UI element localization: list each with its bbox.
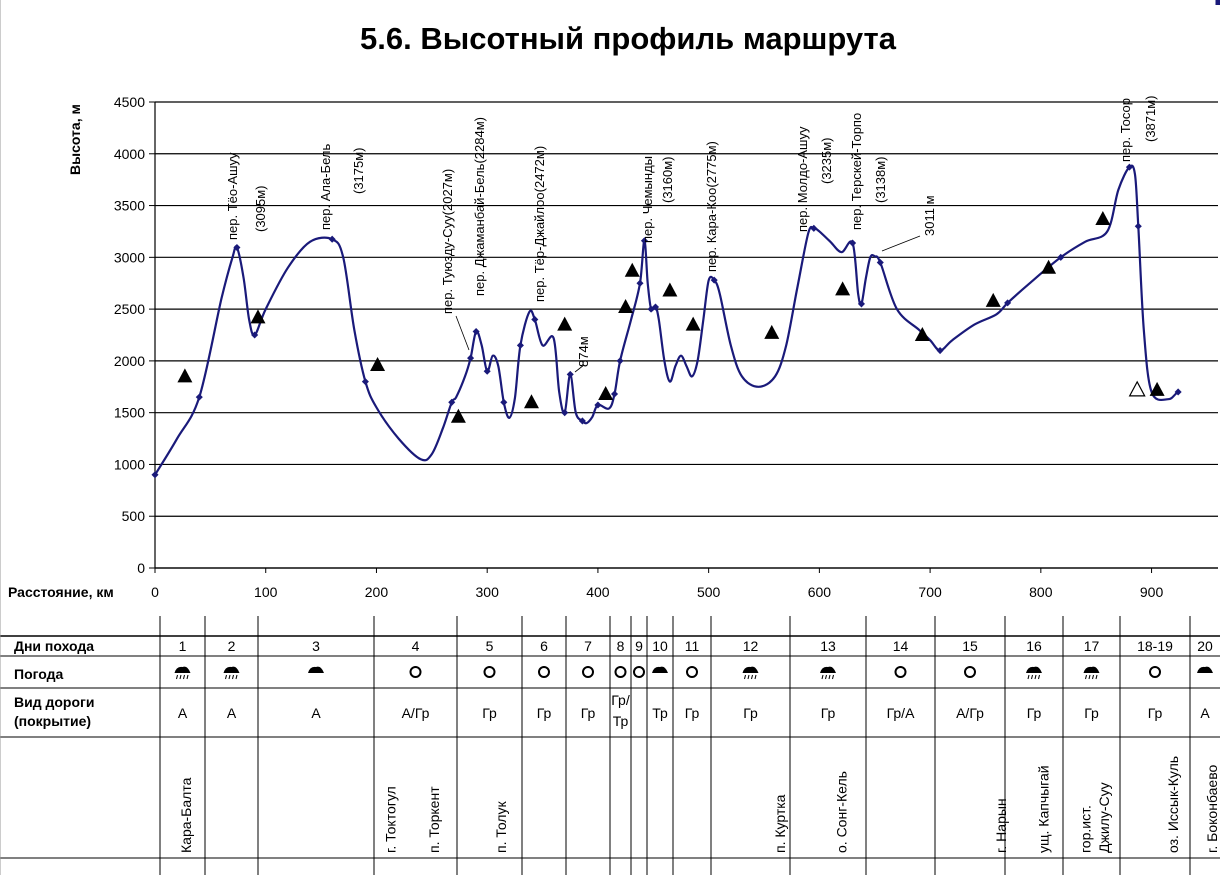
series-markers (151, 0, 1220, 478)
cloud-icon-shape (1026, 667, 1042, 673)
rain-drop (1028, 675, 1029, 679)
road-type: Тр (652, 705, 668, 721)
rain-drop (184, 675, 185, 679)
camp-marker (986, 293, 1001, 307)
gridlines (155, 102, 1218, 568)
cloud-icon-shape (1084, 667, 1100, 673)
x-tick-label: 200 (364, 584, 389, 600)
rain-drop (1093, 675, 1094, 679)
day-number: 4 (411, 638, 420, 654)
road-type: Гр (536, 705, 552, 721)
sun-icon (583, 667, 593, 677)
day-number: 9 (635, 638, 643, 654)
x-axis (151, 568, 1218, 600)
y-tick-label: 4000 (113, 145, 145, 162)
chart-title: 5.6. Высотный профиль маршрута (360, 21, 896, 56)
cloud-icon-shape (224, 667, 240, 673)
data-point (611, 390, 618, 397)
y-tick-label: 0 (137, 560, 145, 576)
data-point (877, 259, 884, 266)
day-number: 14 (892, 638, 909, 654)
sun-icon (634, 667, 644, 677)
rain-cloud-icon (175, 667, 191, 679)
leader-line (882, 236, 920, 251)
y-axis-label: Высота, м (67, 104, 83, 175)
x-tick-label: 400 (586, 584, 610, 600)
y-tick-label: 2000 (113, 352, 145, 369)
rain-drop (1089, 675, 1090, 679)
sun-icon-ring (539, 667, 549, 677)
rain-drop (226, 675, 227, 679)
rain-drop (748, 675, 749, 679)
day-number: 11 (684, 638, 700, 654)
rain-drop (236, 675, 237, 679)
camp-marker (524, 394, 539, 408)
road-type: Гр (580, 705, 596, 721)
rain-cloud-icon (820, 667, 836, 679)
day-number: 16 (1026, 638, 1042, 654)
data-point (1135, 223, 1142, 230)
pass-label: пер. Джаманбай-Бель(2284м) (472, 117, 487, 296)
pass-label: пер. Чемынды (640, 155, 655, 243)
camp-marker (598, 386, 613, 400)
x-tick-label: 600 (807, 584, 832, 600)
pass-label: (3138м) (873, 156, 888, 203)
cloud-icon-shape (1197, 667, 1213, 673)
place-name: Джилу-Суу (1096, 782, 1113, 853)
road-type: А/Гр (401, 705, 430, 721)
row-label-road: Вид дороги (14, 694, 95, 710)
sun-icon (616, 667, 626, 677)
x-tick-label: 500 (696, 584, 721, 600)
road-type: Гр (820, 705, 836, 721)
place-name: ущ. Капчыгай (1035, 765, 1052, 853)
rain-drop (180, 675, 181, 679)
y-axis (114, 94, 155, 576)
pass-label: пер. Тёр-Джайлоо(2472м) (532, 145, 547, 302)
data-point (517, 342, 524, 349)
sun-icon-ring (634, 667, 644, 677)
place-name: г. Токтогул (382, 786, 399, 853)
sun-icon (411, 667, 421, 677)
road-type: Гр (743, 705, 758, 721)
place-name: Кара-Балта (178, 777, 194, 853)
camp-marker (557, 317, 572, 331)
place-name: п. Толук (493, 801, 510, 853)
road-type: Гр (1026, 705, 1042, 721)
data-point (362, 378, 369, 385)
sun-icon (1150, 667, 1160, 677)
y-tick-label: 3500 (113, 197, 145, 214)
place-name: г. Боконбаево (1204, 764, 1220, 853)
sun-icon-ring (896, 667, 906, 677)
sun-icon (485, 667, 495, 677)
camp-marker (1150, 382, 1165, 396)
weather-markers (177, 211, 1164, 423)
y-tick-label: 4500 (113, 94, 145, 110)
day-number: 17 (1083, 638, 1100, 654)
pass-label: (3160м) (660, 156, 675, 203)
rain-drop (229, 675, 230, 679)
camp-marker (451, 409, 466, 423)
x-tick-label: 900 (1139, 584, 1164, 600)
pass-label: пер. Тосор (1118, 98, 1133, 162)
pass-label: пер. Тёо-Ашуу (225, 152, 240, 240)
day-number: 3 (312, 638, 320, 654)
row-label-road: (покрытие) (14, 713, 92, 729)
road-type: А/Гр (956, 705, 984, 721)
sun-icon (687, 667, 697, 677)
data-point (810, 225, 817, 232)
rain-drop (177, 675, 178, 679)
cloud-icon-shape (652, 667, 668, 673)
row-label-weather: Погода (14, 666, 64, 682)
sun-icon-ring (687, 667, 697, 677)
sun-icon-ring (616, 667, 626, 677)
sun-icon-ring (1150, 667, 1160, 677)
cloud-icon (1197, 667, 1213, 673)
place-name: г. Нарын (992, 798, 1009, 853)
data-point (567, 371, 574, 378)
camp-marker (370, 357, 385, 371)
rain-cloud-icon (1026, 667, 1042, 679)
road-type: А (226, 705, 237, 721)
cloud-icon-shape (743, 667, 759, 673)
rain-drop (1032, 675, 1033, 679)
rain-drop (822, 675, 823, 679)
rain-drop (1086, 675, 1087, 679)
pass-label: пер. Ала-Бель (318, 143, 333, 230)
road-type: Гр (482, 705, 497, 721)
day-number: 2 (227, 638, 236, 654)
day-number: 12 (742, 638, 759, 654)
elevation-series (155, 166, 1178, 475)
camp-outline-marker (1130, 382, 1145, 396)
cloud-icon (308, 667, 324, 673)
data-point (531, 316, 538, 323)
x-tick-label: 800 (1029, 584, 1053, 600)
camp-marker (177, 368, 192, 382)
rain-drop (233, 675, 234, 679)
place-name: оз. Иссык-Куль (1165, 755, 1181, 853)
camp-marker (1095, 211, 1110, 225)
rain-drop (1096, 675, 1097, 679)
rain-drop (829, 675, 830, 679)
data-point (1216, 0, 1220, 5)
rain-drop (833, 675, 834, 679)
camp-marker (625, 263, 640, 277)
day-number: 6 (540, 638, 548, 654)
pass-label: пер. Терскей-Торпо (849, 112, 864, 230)
rain-cloud-icon (224, 667, 240, 679)
sun-icon (965, 667, 975, 677)
data-point (500, 399, 507, 406)
x-tick-label: 700 (918, 584, 942, 600)
place-name: гор.ист. (1077, 805, 1094, 853)
elevation-line (155, 166, 1178, 475)
data-point (617, 357, 624, 364)
sun-icon (896, 667, 906, 677)
x-axis-label: Расстояние, км (8, 584, 114, 600)
camp-marker (686, 317, 701, 331)
rain-drop (1039, 675, 1040, 679)
x-tick-label: 300 (475, 584, 499, 600)
pass-label: пер. Туюзду-Суу(2027м) (440, 168, 455, 314)
road-type: Гр (684, 705, 700, 721)
y-tick-label: 1000 (113, 456, 145, 473)
sun-icon (539, 667, 549, 677)
rain-drop (745, 675, 746, 679)
cloud-icon-shape (308, 667, 324, 673)
place-name: п. Куртка (772, 794, 788, 853)
pass-label: (3175м) (351, 147, 366, 194)
cloud-icon-shape (175, 667, 191, 673)
road-type: А (177, 705, 188, 721)
road-type: Тр (612, 713, 629, 729)
pass-label: (3235м) (819, 137, 834, 184)
day-number: 10 (652, 638, 668, 654)
leader-line (456, 316, 469, 350)
data-point (196, 394, 203, 401)
road-type: Гр/А (886, 705, 915, 721)
sun-icon-ring (411, 667, 421, 677)
y-tick-label: 2500 (113, 301, 145, 318)
day-number: 13 (820, 638, 836, 654)
day-number: 15 (962, 638, 978, 654)
cloud-icon-shape (820, 667, 836, 673)
road-type: А (311, 705, 321, 721)
rain-drop (826, 675, 827, 679)
sun-icon-ring (583, 667, 593, 677)
camp-marker (764, 325, 779, 339)
day-number: 1 (178, 638, 187, 654)
rain-drop (755, 675, 756, 679)
road-type: А (1200, 705, 1210, 721)
y-tick-label: 1500 (113, 404, 145, 421)
rain-cloud-icon (1084, 667, 1100, 679)
y-tick-label: 3000 (113, 249, 145, 266)
cloud-icon (652, 667, 668, 673)
road-type: Гр/ (611, 692, 630, 708)
pass-label: (3095м) (253, 185, 268, 232)
pass-label: (3871м) (1143, 95, 1158, 142)
pass-label: 874м (576, 336, 591, 367)
sun-icon-ring (485, 667, 495, 677)
camp-marker (835, 281, 850, 295)
day-number: 5 (485, 638, 494, 654)
road-type: Гр (1084, 705, 1099, 721)
day-number: 7 (584, 638, 592, 654)
day-number: 18-19 (1137, 638, 1173, 654)
pass-label: пер. Кара-Коо(2775м) (704, 141, 719, 272)
place-name: п. Торкент (425, 786, 442, 853)
rain-drop (1035, 675, 1036, 679)
pass-label: 3011 м (922, 195, 937, 236)
camp-marker (662, 282, 677, 296)
sun-icon-ring (965, 667, 975, 677)
day-number: 8 (616, 638, 625, 654)
x-tick-label: 0 (151, 584, 159, 600)
y-tick-label: 500 (121, 508, 145, 525)
row-label-days: Дни похода (14, 638, 95, 654)
rain-cloud-icon (743, 667, 759, 679)
pass-label: пер. Молдо-Ашуу (795, 126, 810, 232)
rain-drop (187, 675, 188, 679)
rain-drop (752, 675, 753, 679)
camp-marker (618, 299, 633, 313)
day-number: 20 (1197, 638, 1213, 654)
place-name: о. Сонг-Кель (833, 771, 850, 853)
x-tick-label: 100 (254, 584, 278, 600)
data-point (636, 280, 643, 287)
road-type: Гр (1147, 705, 1163, 721)
